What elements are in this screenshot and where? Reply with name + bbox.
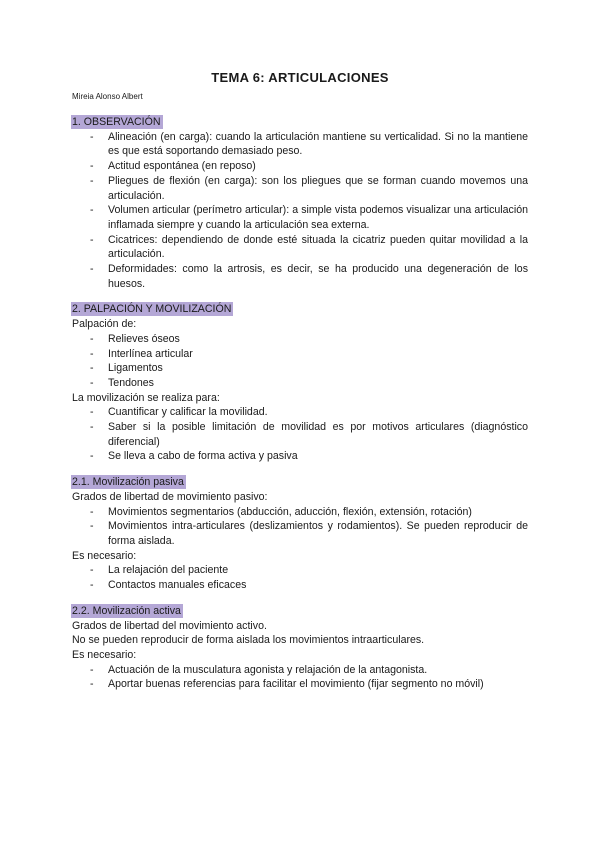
list-item-text: Saber si la posible limitación de movilidad es por motivos articulares (diagnóstico diferencial) bbox=[108, 421, 528, 448]
section-heading: 1. OBSERVACIÓN bbox=[72, 116, 161, 128]
list-item bbox=[72, 663, 528, 678]
bullet-list bbox=[72, 663, 528, 692]
paragraph: Palpación de: bbox=[72, 318, 137, 331]
list-item-text: Actuación de la musculatura agonista y relajación de la antagonista. bbox=[108, 663, 428, 676]
section-observacion bbox=[72, 115, 528, 291]
dash-bullet: - bbox=[90, 421, 94, 434]
list-item-text: Cicatrices: dependiendo de donde esté situada la cicatriz pueden quitar movilidad a la articulación. bbox=[108, 233, 528, 261]
bullet-list bbox=[72, 505, 528, 549]
bullet-list bbox=[72, 130, 528, 292]
dash-bullet: - bbox=[90, 130, 94, 143]
list-item bbox=[72, 420, 528, 449]
list-item-text: Movimientos intra-articulares (deslizamientos y rodamientos). Se pueden reproducir de forma aislada. bbox=[108, 520, 528, 547]
dash-bullet: - bbox=[90, 362, 94, 375]
list-item bbox=[72, 405, 528, 420]
dash-bullet: - bbox=[90, 233, 94, 246]
list-item bbox=[72, 361, 528, 376]
list-item-text: Volumen articular (perímetro articular): a simple vista podemos visualizar una articulación inflamada siempre y cuando la articulación sea externa. bbox=[108, 204, 528, 231]
dash-bullet: - bbox=[90, 347, 94, 360]
list-item-text: Contactos manuales eficaces bbox=[108, 579, 247, 592]
dash-bullet: - bbox=[90, 376, 94, 389]
paragraph: No se pueden reproducir de forma aislada los movimientos intraarticulares. bbox=[72, 634, 425, 647]
list-item bbox=[72, 159, 528, 174]
list-item-text: Ligamentos bbox=[108, 362, 163, 375]
list-item-text: La relajación del paciente bbox=[108, 564, 229, 577]
list-item-text: Deformidades: como la artrosis, es decir, se ha producido una degeneración de los huesos. bbox=[108, 263, 528, 290]
dash-bullet: - bbox=[90, 564, 94, 577]
list-item bbox=[72, 563, 528, 578]
list-item bbox=[72, 203, 528, 232]
paragraph: Grados de libertad de movimiento pasivo: bbox=[72, 490, 268, 503]
dash-bullet: - bbox=[90, 332, 94, 345]
section-heading: 2.1. Movilización pasiva bbox=[72, 476, 184, 489]
section-heading: 2. PALPACIÓN Y MOVILIZACIÓN bbox=[72, 303, 232, 316]
list-item bbox=[72, 262, 528, 291]
list-item bbox=[72, 376, 528, 391]
section-palpacion-movilizacion bbox=[72, 302, 528, 464]
dash-bullet: - bbox=[90, 520, 94, 533]
list-item-text: Cuantificar y calificar la movilidad. bbox=[108, 406, 268, 419]
list-item-text: Tendones bbox=[108, 376, 154, 389]
list-item-text: Aportar buenas referencias para facilitar el movimiento (fijar segmento no móvil) bbox=[108, 678, 484, 691]
dash-bullet: - bbox=[90, 174, 94, 187]
document-body bbox=[72, 115, 528, 692]
bullet-list bbox=[72, 563, 528, 592]
list-item bbox=[72, 449, 528, 464]
list-item bbox=[72, 332, 528, 347]
bullet-list bbox=[72, 332, 528, 391]
dash-bullet: - bbox=[90, 406, 94, 419]
list-item bbox=[72, 505, 528, 520]
dash-bullet: - bbox=[90, 663, 94, 676]
dash-bullet: - bbox=[90, 160, 94, 173]
section-heading: 2.2. Movilización activa bbox=[72, 604, 181, 617]
list-item bbox=[72, 130, 528, 159]
list-item bbox=[72, 519, 528, 548]
section-movilizacion-activa bbox=[72, 604, 528, 692]
list-item-text: Pliegues de flexión (en carga): son los pliegues que se forman cuando movemos una articulación. bbox=[108, 174, 528, 202]
dash-bullet: - bbox=[90, 450, 94, 463]
list-item bbox=[72, 347, 528, 362]
list-item-text: Movimientos segmentarios (abducción, aducción, flexión, extensión, rotación) bbox=[108, 505, 472, 518]
dash-bullet: - bbox=[90, 263, 94, 276]
list-item bbox=[72, 677, 528, 692]
dash-bullet: - bbox=[90, 204, 94, 217]
list-item-text: Interlínea articular bbox=[108, 347, 193, 360]
paragraph: La movilización se realiza para: bbox=[72, 391, 220, 404]
list-item bbox=[72, 233, 528, 262]
list-item bbox=[72, 174, 528, 203]
bullet-list bbox=[72, 405, 528, 464]
paragraph: Es necesario: bbox=[72, 549, 137, 562]
list-item bbox=[72, 578, 528, 593]
list-item-text: Alineación (en carga): cuando la articulación mantiene su verticalidad. Si no la mantiene es que está soportando demasiado peso. bbox=[108, 130, 528, 158]
author-name: Mireia Alonso Albert bbox=[72, 92, 143, 101]
dash-bullet: - bbox=[90, 505, 94, 518]
list-item-text: Se lleva a cabo de forma activa y pasiva bbox=[108, 450, 298, 463]
list-item-text: Relieves óseos bbox=[108, 332, 180, 345]
document-title: TEMA 6: ARTICULACIONES bbox=[211, 70, 389, 85]
paragraph: Es necesario: bbox=[72, 648, 137, 661]
paragraph: Grados de libertad del movimiento activo. bbox=[72, 619, 267, 632]
dash-bullet: - bbox=[90, 579, 94, 592]
dash-bullet: - bbox=[90, 678, 94, 691]
list-item-text: Actitud espontánea (en reposo) bbox=[108, 160, 256, 173]
section-movilizacion-pasiva bbox=[72, 475, 528, 593]
